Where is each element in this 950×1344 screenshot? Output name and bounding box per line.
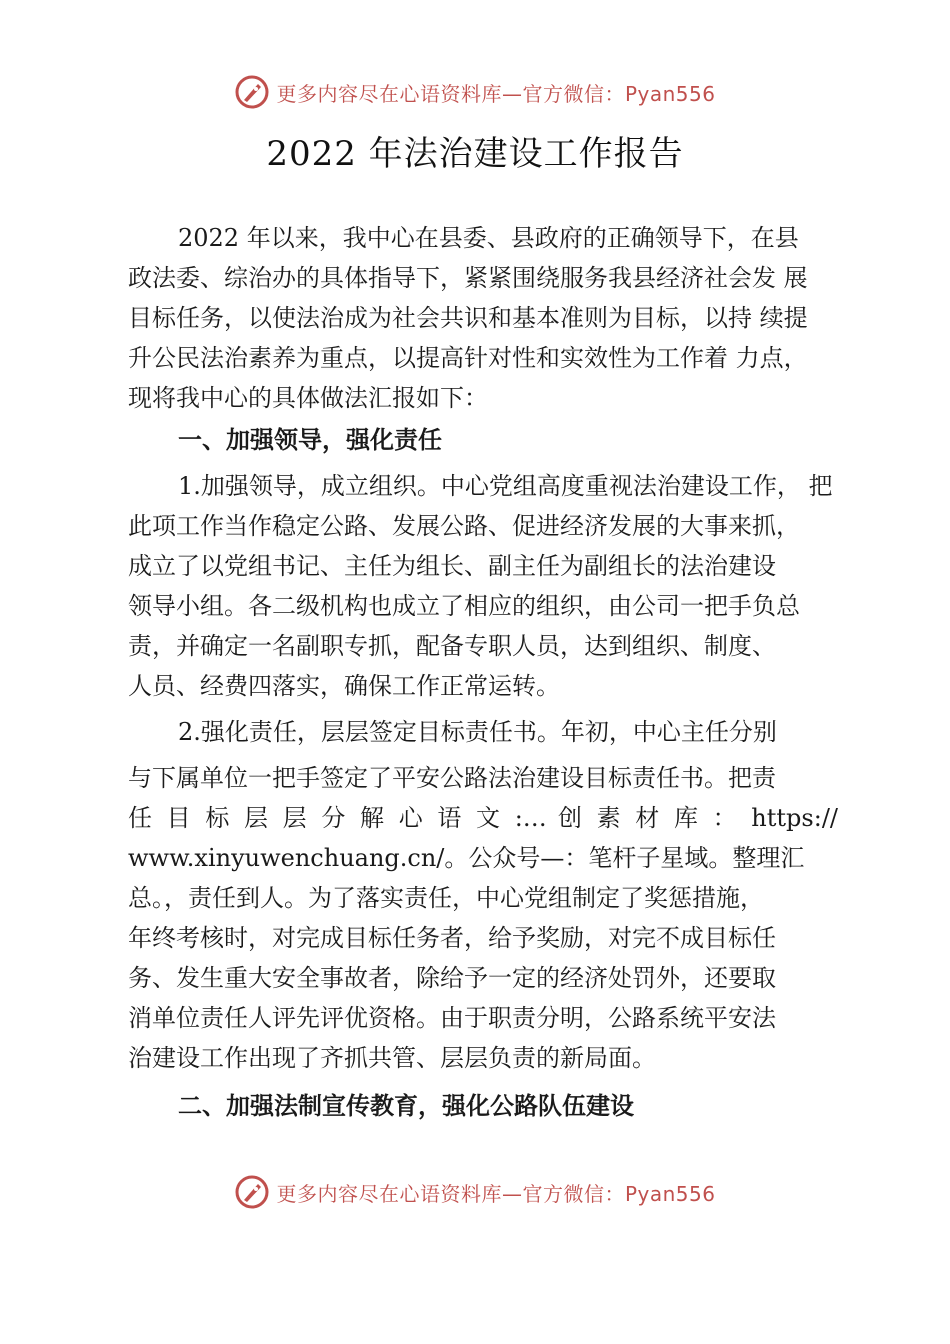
- paragraph-line: 责，并确定一名副职专抓，配备专职人员，达到组织、制度、: [128, 632, 776, 660]
- paragraph-line: 治建设工作出现了齐抓共管、层层负责的新局面。: [128, 1044, 656, 1072]
- paragraph-line: 消单位责任人评先评优资格。由于职责分明，公路系统平安法: [128, 1004, 776, 1032]
- page-title: 2022 年法治建设工作报告: [266, 134, 684, 174]
- paragraph-line: 现将我中心的具体做法汇报如下：: [128, 384, 488, 412]
- banner-text: 更多内容尽在心语资料库—官方微信：Pyan556: [276, 1181, 716, 1206]
- paragraph-line: 升公民法治素养为重点，以提高针对性和实效性为工作着 力点，: [128, 344, 808, 372]
- paragraph-line: www.xinyuwenchuang.cn/。公众号—：笔杆子星域。整理汇: [128, 844, 805, 872]
- pen-nib-logo-icon: [234, 74, 270, 110]
- paragraph-line: 人员、经费四落实，确保工作正常运转。: [128, 672, 560, 700]
- paragraph-line: 1.加强领导，成立组织。中心党组高度重视法治建设工作， 把: [178, 472, 833, 500]
- paragraph-line: 政法委、综治办的具体指导下，紧紧围绕服务我县经济社会发 展: [128, 264, 808, 292]
- section-heading: 一、加强领导，强化责任: [178, 426, 442, 454]
- paragraph-line: 成立了以党组书记、主任为组长、副主任为副组长的法治建设: [128, 552, 776, 580]
- header-banner: [0, 72, 950, 112]
- paragraph-line: 与下属单位一把手签定了平安公路法治建设目标责任书。把责: [128, 764, 776, 792]
- paragraph-line: 领导小组。各二级机构也成立了相应的组织，由公司一把手负总: [128, 592, 800, 620]
- footer-banner: [0, 1172, 950, 1212]
- section-heading: 二、加强法制宣传教育，强化公路队伍建设: [178, 1092, 634, 1120]
- paragraph-line: 务、发生重大安全事故者，除给予一定的经济处罚外，还要取: [128, 964, 776, 992]
- paragraph-line: 任 目 标 层 层 分 解 心 语 文 :… 创 素 材 库 ： https://: [128, 804, 838, 832]
- banner-text: 更多内容尽在心语资料库—官方微信：Pyan556: [276, 81, 716, 106]
- paragraph-line: 2022 年以来，我中心在县委、县政府的正确领导下，在县: [178, 224, 799, 252]
- paragraph-line: 目标任务，以使法治成为社会共识和基本准则为目标，以持 续提: [128, 304, 808, 332]
- pen-nib-logo-icon: [234, 1174, 270, 1210]
- paragraph-line: 年终考核时，对完成目标任务者，给予奖励，对完不成目标任: [128, 924, 776, 952]
- paragraph-line: 此项工作当作稳定公路、发展公路、促进经济发展的大事来抓，: [128, 512, 800, 540]
- paragraph-line: 2.强化责任，层层签定目标责任书。年初，中心主任分别: [178, 718, 777, 746]
- paragraph-line: 总。，责任到人。为了落实责任，中心党组制定了奖惩措施，: [128, 884, 764, 912]
